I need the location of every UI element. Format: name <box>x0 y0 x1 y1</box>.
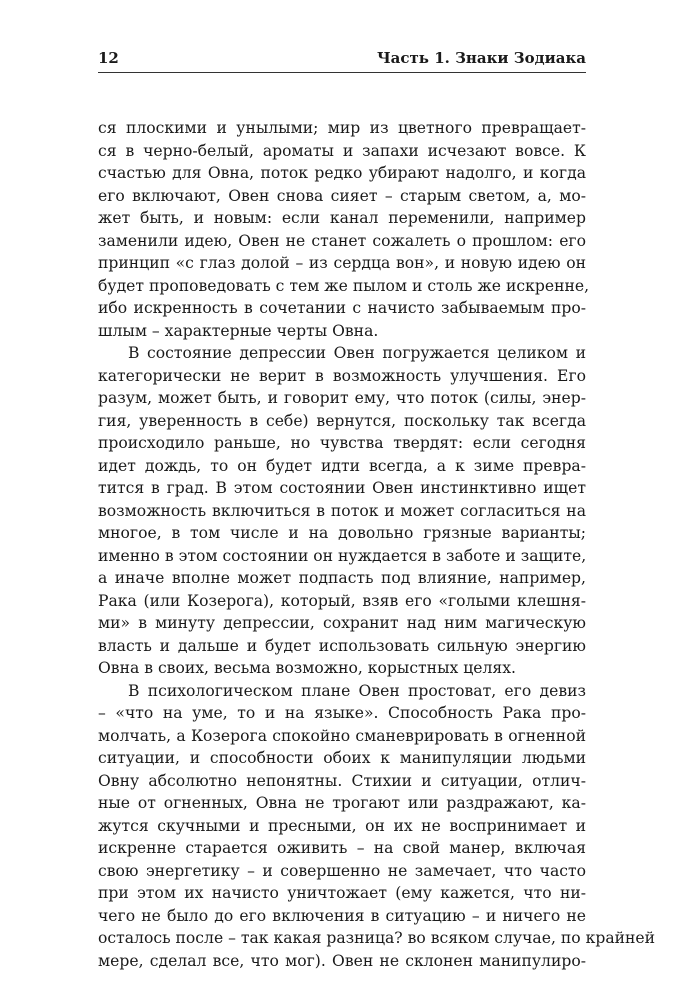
text-line: – «что на уме, то и на языке». Способность Рака про- <box>98 704 586 722</box>
text-line: искренне старается оживить – на свой манер, включая <box>98 839 586 857</box>
text-line: ные от огненных, Овна не трогают или раздражают, ка- <box>98 794 586 812</box>
header-rule <box>98 72 586 73</box>
text-line: молчать, а Козерога спокойно сманеврировать в огненной <box>98 726 586 745</box>
text-line: при этом их начисто уничтожает (ему кажется, что ни- <box>98 884 586 902</box>
text-line: многое, в том числе и на довольно грязные варианты; <box>98 524 586 542</box>
page-header <box>98 48 586 70</box>
text-line: заменили идею, Овен не станет сожалеть о прошлом: его <box>98 231 586 250</box>
body-text <box>98 117 656 972</box>
running-head: Часть 1. Знаки Зодиака <box>376 49 586 67</box>
text-line: В состояние депрессии Овен погружается целиком и <box>128 344 586 362</box>
text-line: ситуации, и способности обоих к манипуляции людьми <box>98 749 586 767</box>
text-line: происходило раньше, но чувства твердят: если сегодня <box>98 434 586 452</box>
text-line: счастью для Овна, поток редко убирают надолго, и когда <box>98 164 586 182</box>
text-line: а иначе вполне может подпасть под влияние, например, <box>98 569 586 587</box>
text-line: будет проповедовать с тем же пылом и столь же искренне, <box>98 276 590 295</box>
text-line: шлым – характерные черты Овна. <box>98 321 379 340</box>
text-line: власть и дальше и будет использовать сильную энергию <box>98 636 586 655</box>
text-line: тится в град. В этом состоянии Овен инстинктивно ищет <box>98 479 586 497</box>
text-line: мере, сделал все, что мог). Овен не склонен манипулиро- <box>98 951 586 970</box>
text-line: возможность включиться в поток и может согласиться на <box>98 501 586 520</box>
text-line: категорически не верит в возможность улучшения. Его <box>98 366 586 385</box>
text-line: Овну абсолютно непонятны. Стихии и ситуации, отлич- <box>98 771 586 790</box>
text-line: жет быть, и новым: если канал переменили, например <box>98 209 586 227</box>
text-line: разум, может быть, и говорит ему, что поток (силы, энер- <box>98 389 586 407</box>
text-line: жутся скучными и пресными, он их не воспринимает и <box>98 816 586 835</box>
text-line: ся в черно-белый, ароматы и запахи исчезают вовсе. К <box>98 141 586 160</box>
text-line: чего не было до его включения в ситуацию – и ничего не <box>98 906 586 925</box>
text-line: идет дождь, то он будет идти всегда, а к зиме превра- <box>98 456 586 475</box>
text-line: Рака (или Козерога), который, взяв его «голыми клешня- <box>98 591 586 610</box>
text-line: его включают, Овен снова сияет – старым светом, а, мо- <box>98 186 586 205</box>
text-line: ибо искренность в сочетании с начисто забываемым про- <box>98 299 586 317</box>
text-line: Овна в своих, весьма возможно, корыстных целях. <box>98 659 516 677</box>
text-line: именно в этом состоянии он нуждается в заботе и защите, <box>98 546 587 565</box>
text-line: принцип «с глаз долой – из сердца вон», и новую идею он <box>98 254 586 272</box>
text-line: осталось после – так какая разница? во всяком случае, по крайней <box>98 929 656 947</box>
text-line: свою энергетику – и совершенно не замечает, что часто <box>98 861 586 880</box>
text-line: ся плоскими и унылыми; мир из цветного превращает- <box>98 119 586 137</box>
page-number: 12 <box>98 49 119 67</box>
text-line: гия, уверенность в себе) вернутся, поскольку так всегда <box>98 411 586 430</box>
text-line: В психологическом плане Овен простоват, его девиз <box>128 681 586 700</box>
text-line: ми» в минуту депрессии, сохранит над ним магическую <box>98 614 586 632</box>
